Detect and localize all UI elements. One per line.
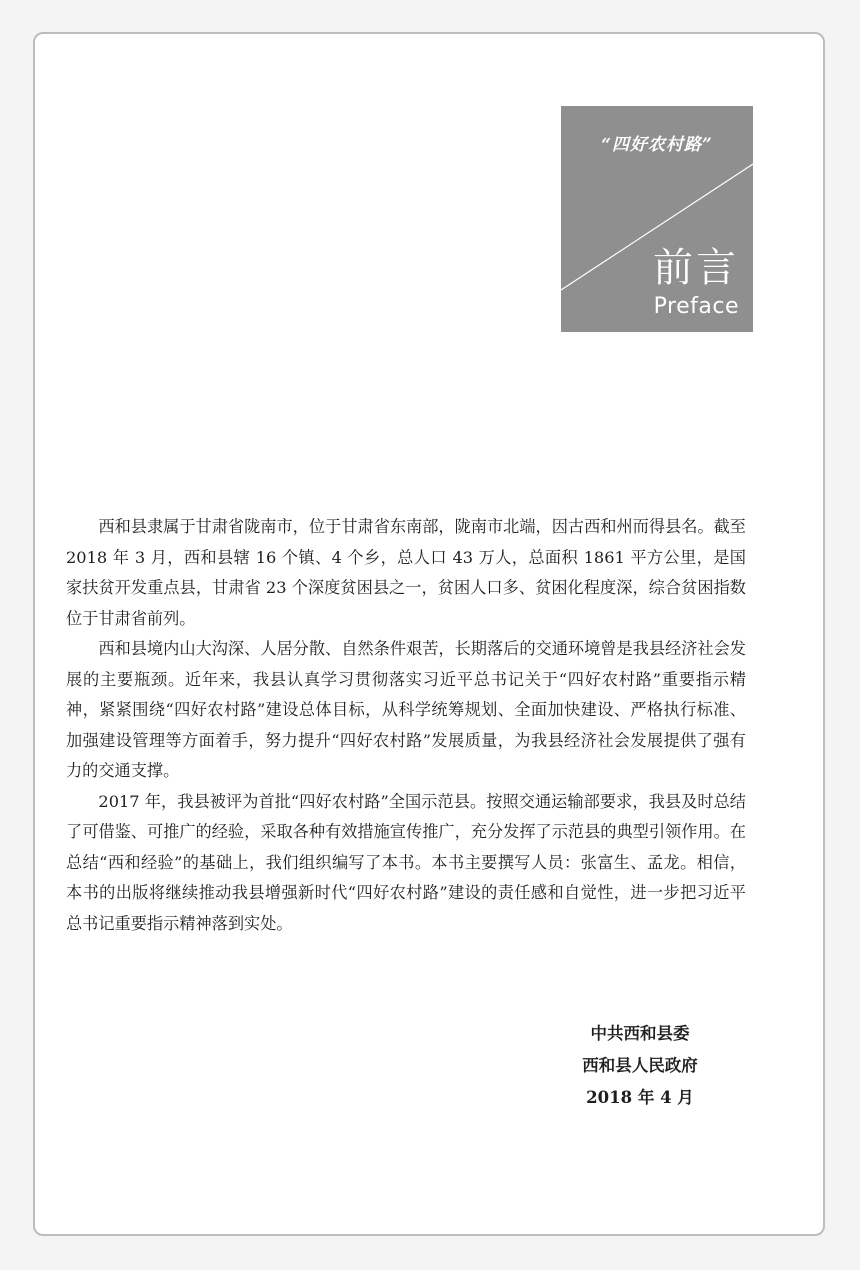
paragraph: 2017 年，我县被评为首批“四好农村路”全国示范县。按照交通运输部要求，我县及时总结了可借鉴、可推广的经验，采取各种有效措施宣传推广，充分发挥了示范县的典型引领作用。在总结“西和经验”的基础上，我们组织编写了本书。本书主要撰写人员：张富生、孟龙。相信，本书的出版将继续推动我县增强新时代“四好农村路”建设的责任感和自觉性，进一步把习近平总书记重要指示精神落到实处。 [66,791,746,933]
signature-org-party-committee: 中共西和县委 [590,1024,690,1043]
preface-body [66,512,746,939]
series-title: “四好农村路” [601,135,713,155]
paragraph: 西和县隶属于甘肃省陇南市，位于甘肃省东南部，陇南市北端，因古西和州而得县名。截至 2018 年 3 月，西和县辖 16 个镇、4 个乡，总人口 43 万人，总面积 1861 平方公里，是国家扶贫开发重点县，甘肃省 23 个深度贫困县之一，贫困人口多、贫困化程度深，综合贫困指数位于甘肃省前列。 [66,517,746,628]
preface-header-badge [561,106,753,332]
signature-date: 2018 年 4 月 [586,1088,694,1107]
page-title: 前言 [653,245,739,291]
page-subtitle: Preface [653,294,739,319]
signature-block [560,1018,720,1114]
paragraph: 西和县境内山大沟深、人居分散、自然条件艰苦，长期落后的交通环境曾是我县经济社会发展的主要瓶颈。近年来，我县认真学习贯彻落实习近平总书记关于“四好农村路”重要指示精神，紧紧围绕“四好农村路”建设总体目标，从科学统筹规划、全面加快建设、严格执行标准、加强建设管理等方面着手，努力提升“四好农村路”发展质量，为我县经济社会发展提供了强有力的交通支撑。 [66,639,746,780]
signature-org-government: 西和县人民政府 [582,1056,698,1075]
